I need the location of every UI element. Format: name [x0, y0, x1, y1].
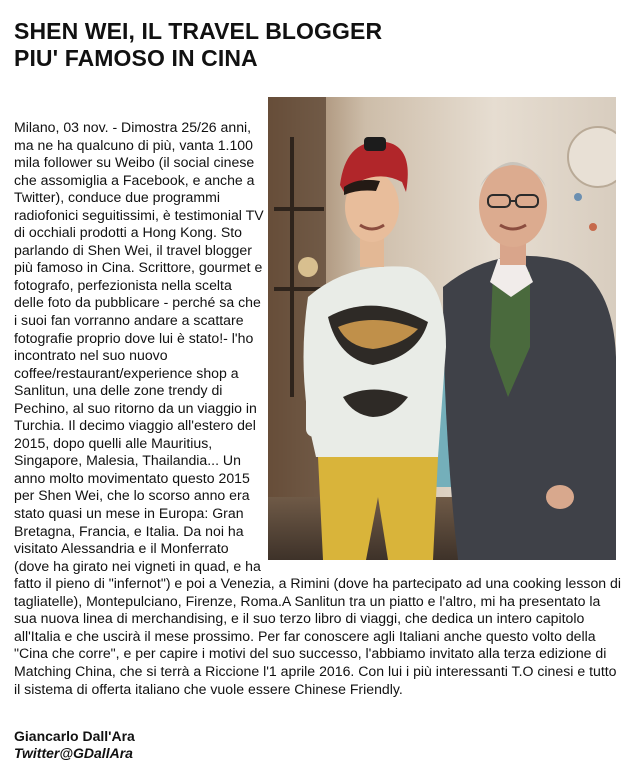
article-title-line-1: SHEN WEI, IL TRAVEL BLOGGER — [14, 18, 383, 44]
author-twitter-handle[interactable]: Twitter@GDallAra — [14, 745, 133, 761]
article-title-line-2: PIU' FAMOSO IN CINA — [14, 45, 258, 71]
article-body-text: Milano, 03 nov. - Dimostra 25/26 anni, ma ne ha qualcuno di più, vanta 1.100 mila follower su Weibo (il social cinese che assomiglia a Facebook, e anche a Twitter), conduce due programmi radiofonici seguitissimi, è testimonial TV di occhiali prodotti a Hong Kong. Sto parlando di Shen Wei, il travel blogger più famoso in Cina. Scrittore, gourmet e fotografo, perfezionista nella scelta delle foto da pubblicare - perché sa che i suoi fan vorranno andare a scattare fotografie proprio dove lui è stato!- l'ho incontrato nel suo nuovo coffee/restaurant/experience shop a Sanlitun, una delle zone trendy di Pechino, al suo ritorno da un viaggio in Turchia. Il decimo viaggio all'estero del 2015, dopo quelli alle Mauritius, Singapore, Malesia, Thailandia... Un anno molto movimentato questo 2015 per Shen Wei, che lo scorso anno era stato quasi un mese in Europa: Gran Bretagna, Francia, e Italia. Da noi ha visitato Alessandria e il Monferrato (dove ha girato nei vigneti in quad, e ha fatto il pieno di "infernot") e poi a Venezia, a Rimini (dove ha partecipato ad una cooking lesson di tagliatelle), Montepulciano, Firenze, Roma.A Sanlitun tra un piatto e l'altro, mi ha presentato la sua nuova linea di merchandising, e il suo terzo libro di viaggi, che dedica un intero capitolo all'Italia e che uscirà il mese prossimo. Per far conoscere agli Italiani anche questo volto della "Cina che corre", e per capire i motivi del suo successo, l'abbiamo invitato alla terza edizione di Matching China, che si terrà a Riccione l'1 aprile 2016. Con lui i più interessanti T.O cinesi e tutto il sistema di offerta italiano che vuole essere Chinese Friendly. — [14, 119, 622, 697]
article-author: Giancarlo Dall'Ara — [14, 728, 135, 744]
article-body — [14, 119, 626, 698]
article-title — [14, 18, 574, 72]
photo-wrap-spacer — [264, 119, 626, 571]
